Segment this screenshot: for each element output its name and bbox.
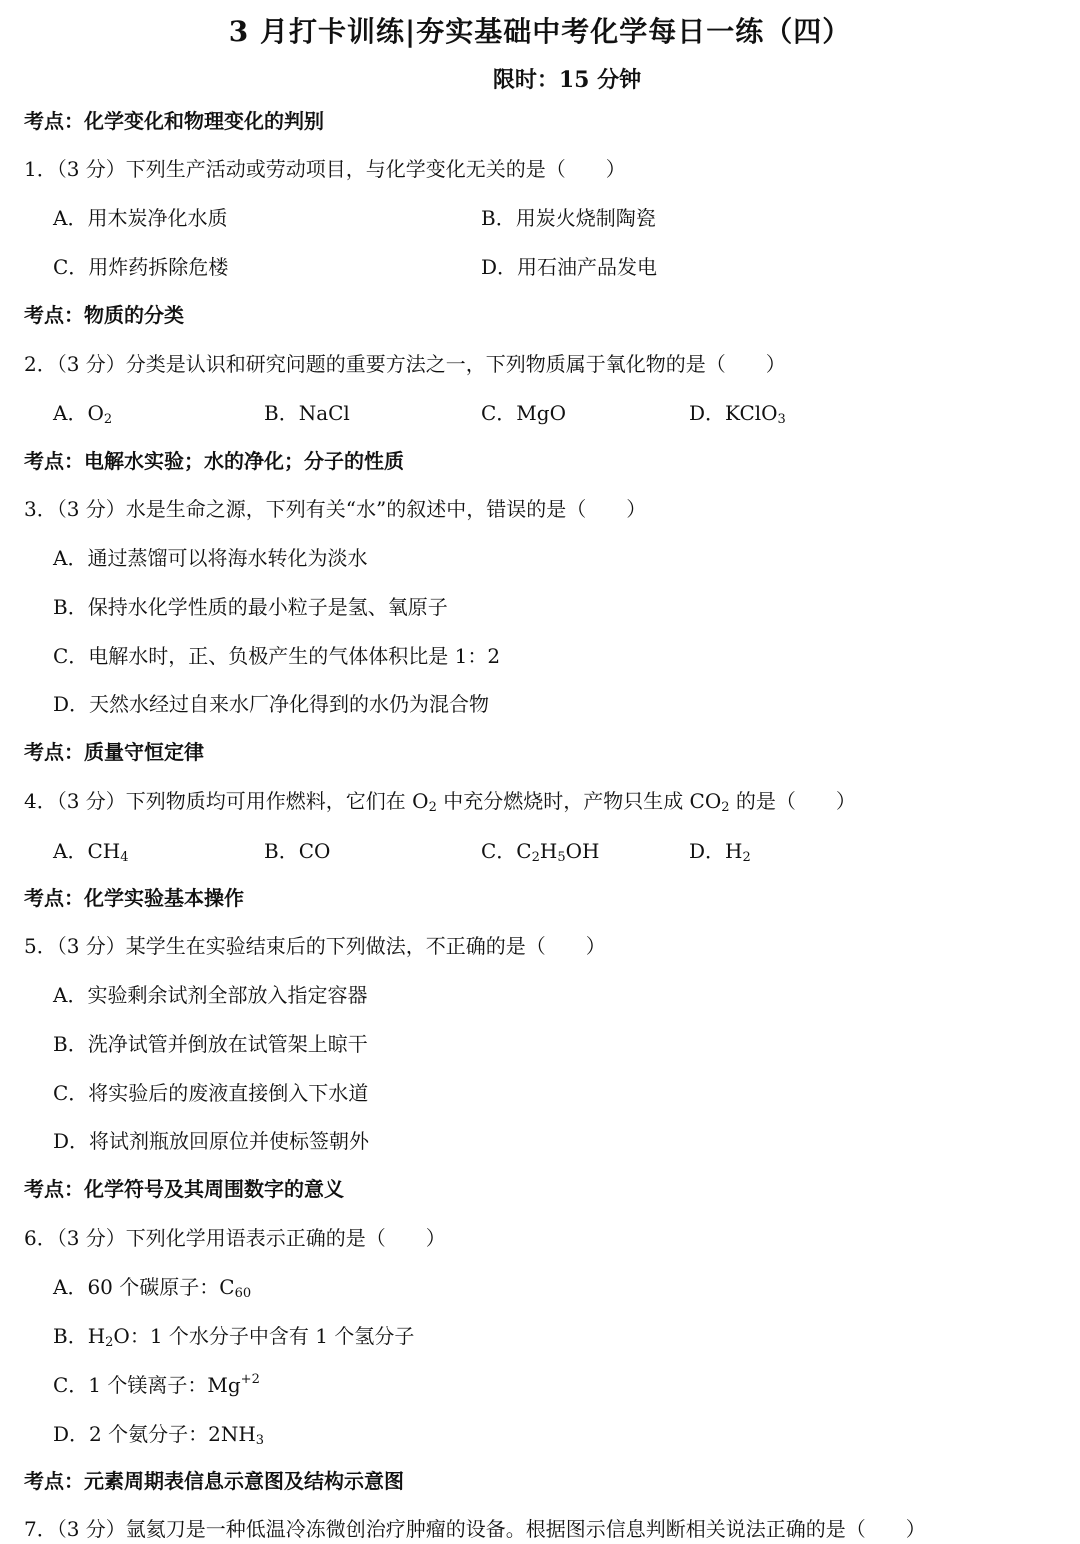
option-6b: B．$H_2O$：1 个水分子中含有 1 个氢分子 <box>53 1324 415 1350</box>
topic-heading: 考点：质量守恒定律 <box>24 740 204 764</box>
topic-heading: 考点：物质的分类 <box>24 303 184 327</box>
option-2d: D．KClO$_3$ <box>689 401 786 427</box>
question-1: 1．（3 分）下列生产活动或劳动项目，与化学变化无关的是（ ） <box>24 157 626 181</box>
option-5b: B．洗净试管并倒放在试管架上晾干 <box>53 1032 368 1056</box>
option-3b: B．保持水化学性质的最小粒子是氢、氧原子 <box>53 595 448 619</box>
option-4d: D．$H_2$ <box>689 839 751 865</box>
option-1d: D．用石油产品发电 <box>481 255 658 279</box>
topic-heading: 考点：化学符号及其周围数字的意义 <box>24 1177 344 1201</box>
option-2b: B．NaCl <box>264 401 350 425</box>
option-5d: D．将试剂瓶放回原位并使标签朝外 <box>53 1129 370 1153</box>
option-1b: B．用炭火烧制陶瓷 <box>481 206 656 230</box>
time-limit: 限时：15 分钟 <box>492 67 642 93</box>
question-5: 5．（3 分）某学生在实验结束后的下列做法，不正确的是（ ） <box>24 934 606 958</box>
option-3a: A．通过蒸馏可以将海水转化为淡水 <box>53 546 368 570</box>
option-2c: C．MgO <box>481 401 566 425</box>
question-4: 4．（3 分）下列物质均可用作燃料，它们在 $O_2$ 中充分燃烧时，产物只生成 $CO_2$ 的是（ ） <box>24 789 856 815</box>
topic-heading: 考点：化学实验基本操作 <box>24 886 244 910</box>
topic-heading: 考点：电解水实验；水的净化；分子的性质 <box>24 449 404 473</box>
question-7: 7．（3 分）氩氦刀是一种低温冷冻微创治疗肿瘤的设备。根据图示信息判断相关说法正确的是（ ） <box>24 1517 926 1541</box>
option-6a: A．60 个碳原子：$C_{60}$ <box>53 1275 252 1301</box>
question-2: 2．（3 分）分类是认识和研究问题的重要方法之一，下列物质属于氧化物的是（ ） <box>24 352 786 376</box>
option-4c: C．$C_2H_5OH$ <box>481 839 600 865</box>
option-4a: A．$CH_4$ <box>53 839 129 865</box>
option-1a: A．用木炭净化水质 <box>53 206 228 230</box>
question-6: 6．（3 分）下列化学用语表示正确的是（ ） <box>24 1226 446 1250</box>
option-5a: A．实验剩余试剂全部放入指定容器 <box>53 983 368 1007</box>
page-title: 3 月打卡训练|夯实基础中考化学每日一练（四） <box>228 15 852 48</box>
option-1c: C．用炸药拆除危楼 <box>53 255 229 279</box>
topic-heading: 考点：元素周期表信息示意图及结构示意图 <box>24 1469 404 1493</box>
topic-heading: 考点：化学变化和物理变化的判别 <box>24 109 324 133</box>
option-3d: D．天然水经过自来水厂净化得到的水仍为混合物 <box>53 692 490 716</box>
option-5c: C．将实验后的废液直接倒入下水道 <box>53 1081 369 1105</box>
option-6c: C．1 个镁离子：$Mg^{+2}$ <box>53 1372 260 1397</box>
option-3c: C．电解水时，正、负极产生的气体体积比是 1：2 <box>53 644 501 668</box>
option-2a: A．$O_2$ <box>53 401 113 427</box>
option-6d: D．2 个氨分子：$2NH_3$ <box>53 1422 265 1448</box>
question-3: 3．（3 分）水是生命之源，下列有关“水”的叙述中，错误的是（ ） <box>24 497 647 521</box>
option-4b: B．CO <box>264 839 331 863</box>
